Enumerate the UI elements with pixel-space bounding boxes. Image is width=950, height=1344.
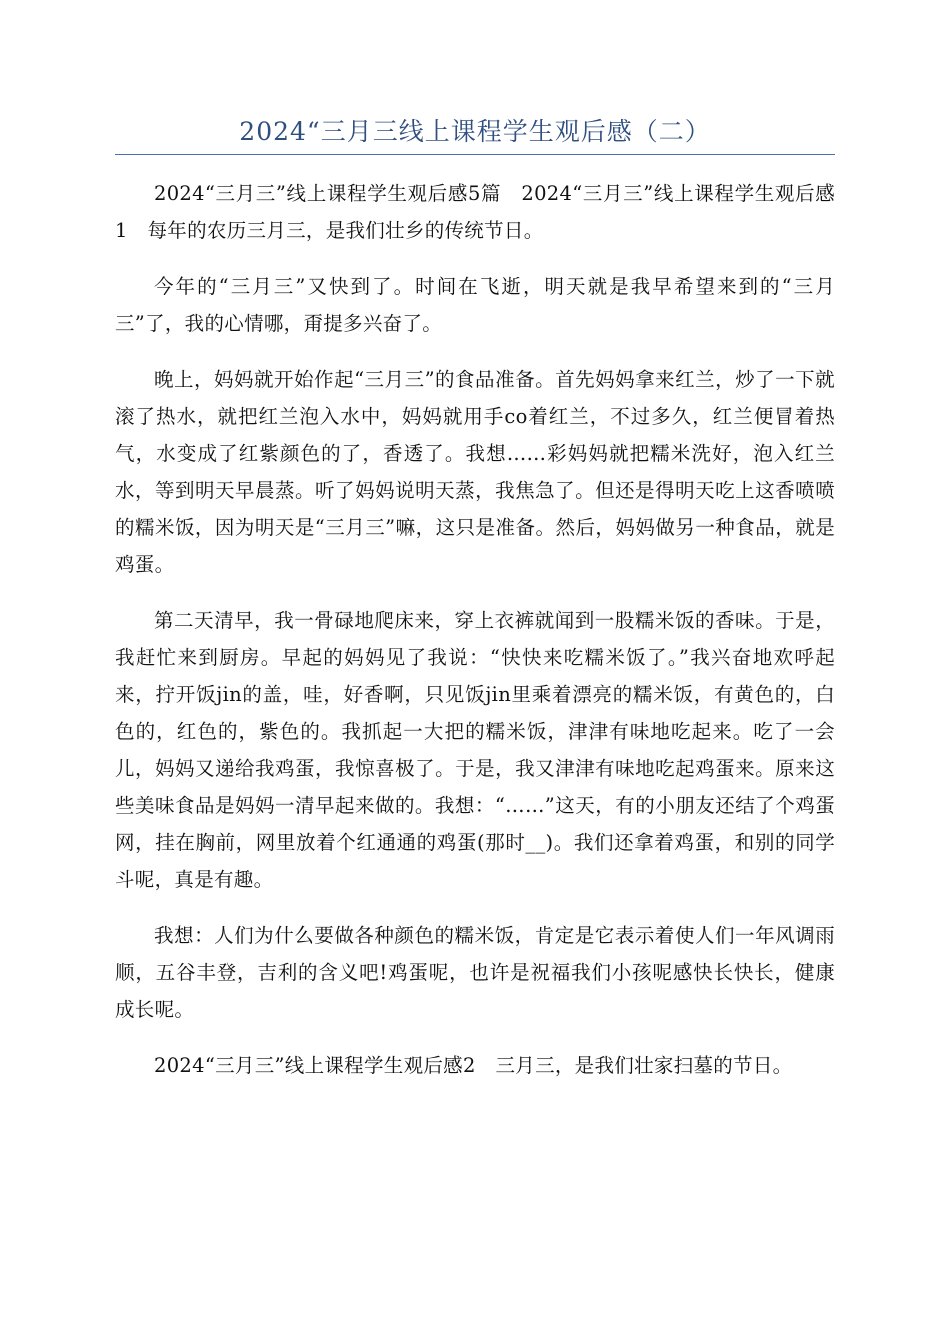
- paragraph-3: 晚上，妈妈就开始作起“三月三”的食品准备。首先妈妈拿来红兰，炒了一下就滚了热水，就把红兰泡入水中，妈妈就用手co着红兰，不过多久，红兰便冒着热气，水变成了红紫颜色的了，香透了。我想……彩妈妈就把糯米洗好，泡入红兰水，等到明天早晨蒸。听了妈妈说明天蒸，我焦急了。但还是得明天吃上这香喷喷的糯米饭，因为明天是“三月三”嘛，这只是准备。然后，妈妈做另一种食品，就是鸡蛋。: [115, 368, 835, 576]
- document-body: [115, 175, 835, 1103]
- paragraph-4: 第二天清早，我一骨碌地爬床来，穿上衣裤就闻到一股糯米饭的香味。于是，我赶忙来到厨房。早起的妈妈见了我说：“快快来吃糯米饭了。”我兴奋地欢呼起来，拧开饭jin的盖，哇，好香啊，只见饭jin里乘着漂亮的糯米饭，有黄色的，白色的，红色的，紫色的。我抓起一大把的糯米饭，津津有味地吃起来。吃了一会儿，妈妈又递给我鸡蛋，我惊喜极了。于是，我又津津有味地吃起鸡蛋来。原来这些美味食品是妈妈一清早起来做的。我想：“……”这天，有的小朋友还结了个鸡蛋网，挂在胸前，网里放着个红通通的鸡蛋(那时__)。我们还拿着鸡蛋，和别的同学斗呢，真是有趣。: [115, 609, 835, 891]
- paragraph-1: 2024“三月三”线上课程学生观后感5篇 2024“三月三”线上课程学生观后感1 每年的农历三月三，是我们壮乡的传统节日。: [115, 182, 835, 242]
- title-divider: [115, 154, 835, 155]
- page-title: 2024“三月三线上课程学生观后感（二）: [239, 117, 711, 146]
- paragraph-2: 今年的“三月三”又快到了。时间在飞逝，明天就是我早希望来到的“三月三”了，我的心情哪，甭提多兴奋了。: [115, 275, 835, 335]
- paragraph-5: 我想：人们为什么要做各种颜色的糯米饭，肯定是它表示着使人们一年风调雨顺，五谷丰登，吉利的含义吧!鸡蛋呢，也许是祝福我们小孩呢感快长快长，健康成长呢。: [115, 924, 835, 1021]
- paragraph-6: 2024“三月三”线上课程学生观后感2 三月三，是我们壮家扫墓的节日。: [154, 1054, 793, 1077]
